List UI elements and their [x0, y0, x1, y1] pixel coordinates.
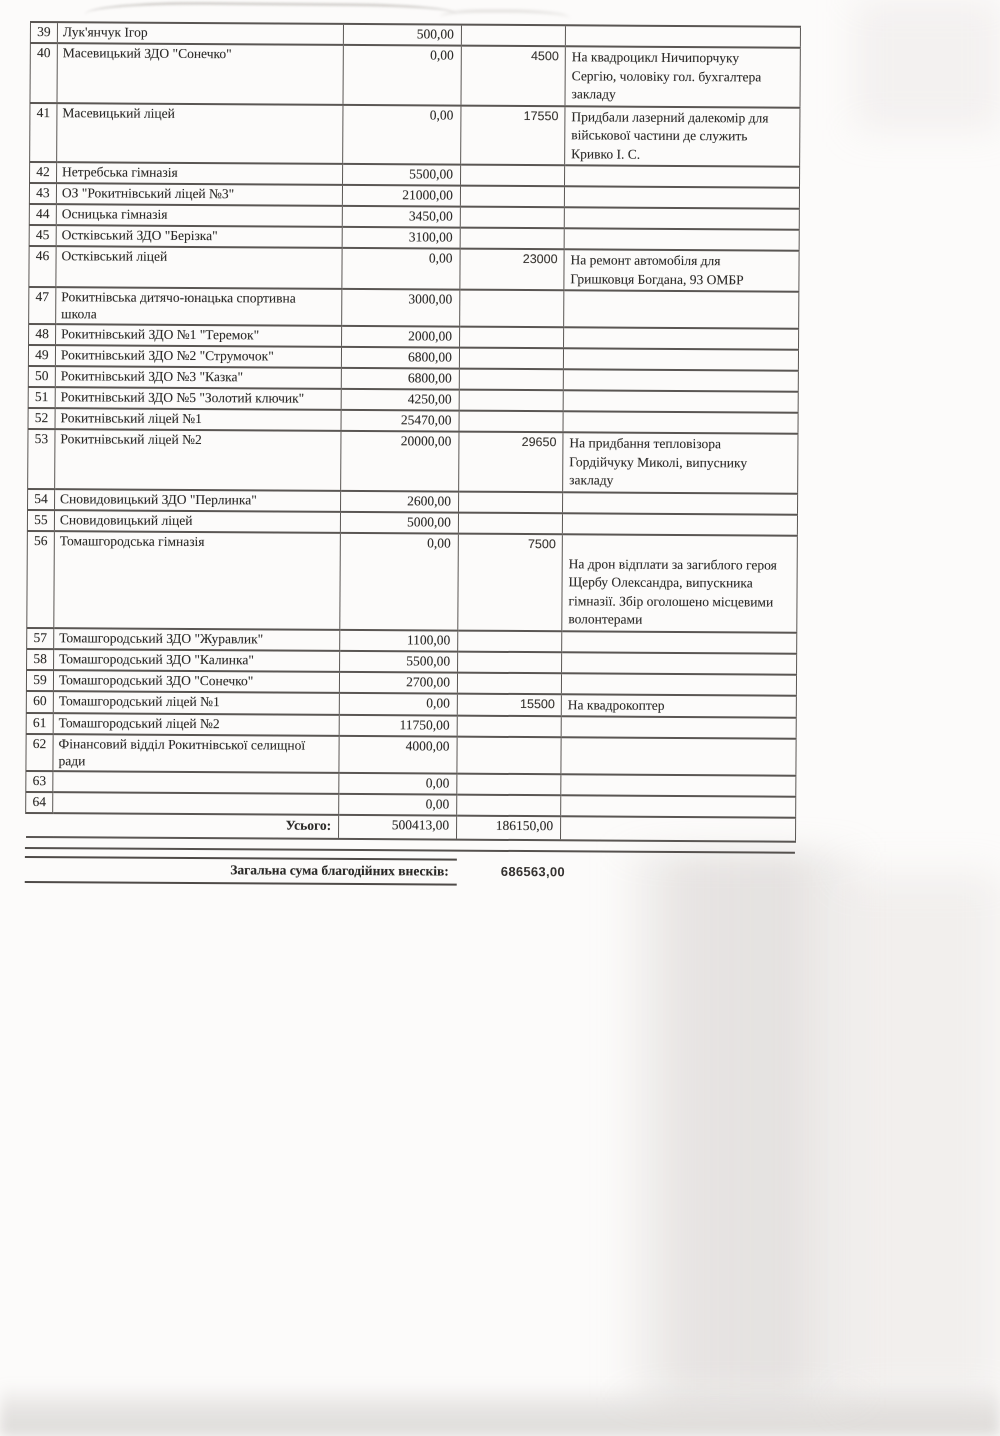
row-note-cell — [561, 716, 796, 738]
row-number-cell: 57 — [27, 627, 54, 648]
row-number-cell: 42 — [30, 162, 57, 183]
row-number-cell: 41 — [30, 103, 57, 163]
row-amount-cell: 0,00 — [343, 104, 461, 164]
row-number-cell: 60 — [26, 690, 53, 713]
table-row — [27, 530, 798, 632]
row-number-cell: 47 — [29, 287, 56, 324]
table-row — [26, 734, 796, 776]
row-number-cell: 39 — [30, 22, 57, 43]
row-secondary-amount-cell: 4500 — [461, 46, 565, 106]
row-note-cell — [564, 228, 799, 250]
row-secondary-amount-cell — [459, 369, 563, 391]
row-number-cell: 45 — [29, 225, 56, 246]
row-number-cell: 51 — [28, 387, 55, 408]
row-name-cell: Томашгородська гімназія — [54, 531, 341, 630]
row-number-cell: 40 — [30, 43, 57, 103]
row-amount-cell: 1100,00 — [340, 629, 458, 651]
row-amount-cell: 5000,00 — [340, 511, 458, 533]
row-name-cell: Рокитнівська дитячо-юнацька спортивна школа — [56, 287, 342, 326]
row-secondary-amount-cell: 23000 — [460, 249, 564, 291]
row-number-cell: 46 — [29, 246, 56, 287]
row-name-cell: Остківський ліцей — [56, 246, 342, 289]
row-name-cell: Остківський ЗДО "Берізка" — [56, 225, 342, 248]
row-note-cell — [564, 186, 799, 208]
scan-artifact-top-curve — [85, 1, 455, 17]
row-note-cell — [563, 390, 798, 412]
row-number-cell: 56 — [27, 530, 55, 627]
row-number-cell: 52 — [28, 408, 55, 429]
grand-total-label: Загальна сума благодійних внесків: — [25, 856, 457, 886]
row-amount-cell: 2000,00 — [342, 326, 460, 348]
row-note-cell — [565, 25, 800, 47]
row-note-cell — [562, 513, 797, 535]
row-name-cell — [53, 771, 339, 794]
row-number-cell: 49 — [28, 345, 55, 366]
row-amount-cell: 3100,00 — [342, 227, 460, 249]
row-name-cell — [53, 792, 339, 815]
table-row — [30, 103, 800, 167]
row-name-cell: Рокитнівський ліцей №1 — [55, 408, 341, 431]
row-note-cell — [563, 369, 798, 391]
row-amount-cell: 500,00 — [343, 24, 461, 46]
row-amount-cell: 25470,00 — [341, 410, 459, 432]
row-name-cell: Масевицький ЗДО "Сонечко" — [57, 43, 343, 104]
row-number-cell: 59 — [26, 669, 53, 690]
row-note-cell — [564, 207, 799, 229]
row-secondary-amount-cell — [459, 390, 563, 412]
row-note-cell — [561, 673, 796, 695]
row-amount-cell: 4000,00 — [339, 736, 457, 774]
row-amount-cell: 2700,00 — [339, 671, 457, 693]
row-secondary-amount-cell — [461, 25, 565, 47]
row-amount-cell: 0,00 — [339, 773, 457, 795]
row-amount-cell: 0,00 — [339, 794, 457, 816]
row-name-cell: Рокитнівський ліцей №2 — [55, 429, 341, 490]
row-note-cell — [563, 411, 798, 433]
grand-total-value: 686563,00 — [500, 863, 566, 880]
row-name-cell: Томашгородський ЗДО "Журавлик" — [54, 628, 340, 651]
row-note-cell — [563, 348, 798, 370]
row-note-cell — [562, 652, 797, 674]
totals-amount-cell: 500413,00 — [339, 815, 457, 840]
row-amount-cell: 3000,00 — [342, 289, 460, 327]
row-secondary-amount-cell — [459, 411, 563, 433]
row-secondary-amount-cell — [460, 290, 564, 328]
row-note-cell: На придбання тепловізора Гордійчуку Миколі, випуснику закладу — [563, 432, 798, 493]
row-number-cell: 61 — [26, 713, 53, 734]
row-name-cell: Сновидовицький ліцей — [54, 510, 340, 533]
row-name-cell: Томашгородський ліцей №2 — [53, 713, 339, 736]
row-amount-cell: 11750,00 — [339, 715, 457, 737]
row-amount-cell: 5500,00 — [343, 164, 461, 186]
separator-line — [25, 847, 795, 854]
row-name-cell: Томашгородський ліцей №1 — [53, 691, 339, 715]
row-number-cell: 53 — [28, 429, 55, 489]
row-secondary-amount-cell — [460, 327, 564, 349]
row-secondary-amount-cell — [457, 672, 561, 694]
scan-shadow-top-right — [855, 0, 1000, 130]
row-secondary-amount-cell — [458, 512, 562, 534]
row-number-cell: 48 — [29, 324, 56, 345]
row-note-cell — [564, 290, 799, 328]
row-secondary-amount-cell — [458, 630, 562, 652]
row-note-cell — [562, 631, 797, 653]
row-number-cell: 43 — [29, 183, 56, 204]
row-amount-cell: 0,00 — [340, 532, 459, 630]
row-name-cell: Лук'янчук Ігор — [57, 22, 343, 45]
row-secondary-amount-cell — [460, 228, 564, 250]
row-note-cell — [561, 774, 796, 796]
donations-table-body — [26, 22, 801, 842]
row-secondary-amount-cell — [457, 774, 561, 796]
donations-table — [25, 21, 801, 843]
row-name-cell: Рокитнівський ЗДО №5 "Золотий ключик" — [55, 387, 341, 410]
row-name-cell: Томашгородський ЗДО "Сонечко" — [53, 670, 339, 693]
row-number-cell: 64 — [26, 792, 53, 813]
row-amount-cell: 4250,00 — [341, 389, 459, 411]
scan-shadow-right-band — [612, 852, 862, 1397]
scan-artifact-top-curve-small — [440, 10, 570, 18]
row-secondary-amount-cell: 7500 — [458, 533, 563, 631]
grand-total-row — [25, 856, 795, 889]
row-name-cell: Масевицький ліцей — [57, 103, 343, 164]
row-amount-cell: 0,00 — [339, 692, 457, 715]
row-note-cell — [565, 165, 800, 187]
row-amount-cell: 21000,00 — [342, 185, 460, 207]
row-secondary-amount-cell: 17550 — [461, 105, 565, 165]
table-row — [28, 429, 798, 493]
row-note-cell: На квадрокоптер — [561, 694, 796, 718]
row-amount-cell: 0,00 — [342, 248, 460, 290]
row-note-cell — [563, 492, 798, 514]
scan-shadow-bottom — [0, 1383, 1000, 1436]
row-note-cell — [561, 737, 796, 775]
row-secondary-amount-cell — [460, 186, 564, 208]
row-name-cell: Рокитнівський ЗДО №1 "Теремок" — [56, 324, 342, 347]
row-number-cell: 54 — [28, 488, 55, 509]
row-number-cell: 50 — [28, 366, 55, 387]
row-name-cell: Сновидовицький ЗДО "Перлинка" — [55, 489, 341, 512]
row-number-cell: 63 — [26, 771, 53, 792]
row-secondary-amount-cell — [457, 795, 561, 817]
row-name-cell: Фінансовий відділ Рокитнівської селищної ради — [53, 734, 339, 773]
paper-content — [25, 21, 800, 889]
row-amount-cell: 6800,00 — [341, 347, 459, 369]
table-row — [29, 287, 799, 329]
table-row — [29, 246, 799, 292]
row-secondary-amount-cell — [457, 737, 561, 775]
row-amount-cell: 2600,00 — [341, 490, 459, 512]
totals-secondary-amount-cell: 186150,00 — [457, 816, 561, 841]
row-secondary-amount-cell: 29650 — [459, 432, 563, 492]
row-name-cell: Рокитнівський ЗДО №2 "Струмочок" — [55, 345, 341, 368]
row-amount-cell: 6800,00 — [341, 368, 459, 390]
row-secondary-amount-cell — [458, 651, 562, 673]
row-note-cell: На ремонт автомобіля для Гришковця Богдана, 93 ОМБР — [564, 249, 799, 291]
row-number-cell: 58 — [27, 648, 54, 669]
row-secondary-amount-cell: 15500 — [457, 693, 561, 716]
row-secondary-amount-cell — [460, 207, 564, 229]
row-secondary-amount-cell — [457, 716, 561, 738]
row-number-cell: 62 — [26, 734, 53, 771]
row-number-cell: 44 — [29, 204, 56, 225]
row-amount-cell: 5500,00 — [340, 650, 458, 672]
row-name-cell: Нетребська гімназія — [57, 162, 343, 185]
row-note-cell — [564, 327, 799, 349]
row-note-cell: Придбали лазерний далекомір для військової частини де служить Кривко І. С. — [565, 106, 800, 167]
totals-note-cell — [561, 816, 796, 841]
row-secondary-amount-cell — [459, 348, 563, 370]
row-secondary-amount-cell — [461, 165, 565, 187]
row-name-cell: Осницька гімназія — [56, 204, 342, 227]
row-number-cell: 55 — [27, 509, 54, 530]
row-amount-cell: 3450,00 — [342, 206, 460, 228]
scan-shadow-right-far — [845, 875, 1000, 1400]
row-name-cell: ОЗ "Рокитнівський ліцей №3" — [56, 183, 342, 206]
row-note-cell — [561, 795, 796, 817]
table-row — [30, 43, 800, 107]
totals-row — [26, 813, 796, 842]
row-name-cell: Томашгородський ЗДО "Калинка" — [54, 649, 340, 672]
row-amount-cell: 0,00 — [343, 45, 461, 105]
row-note-cell: На дрон відплати за загиблого героя Щербу Олександра, випускника гімназії. Збір оголошено місцевими волонтерами — [562, 534, 798, 632]
row-secondary-amount-cell — [459, 491, 563, 513]
row-name-cell: Рокитнівський ЗДО №3 "Казка" — [55, 366, 341, 389]
row-note-cell: На квадроцикл Ничипорчуку Сергію, чоловіку гол. бухгалтера закладу — [565, 46, 800, 107]
totals-label-cell: Усього: — [26, 813, 339, 839]
row-amount-cell: 20000,00 — [341, 431, 459, 491]
